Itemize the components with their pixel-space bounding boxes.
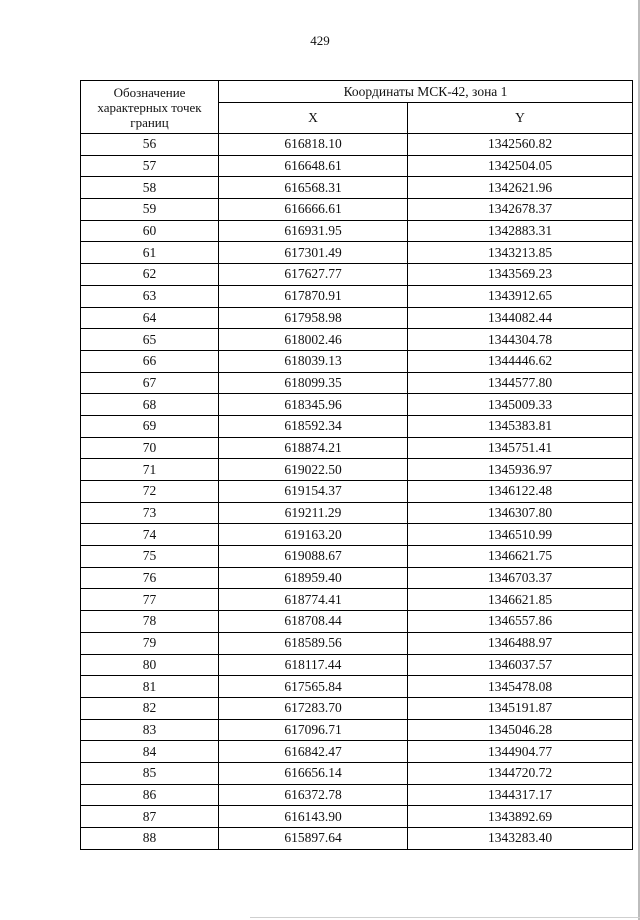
table-row bbox=[81, 806, 633, 828]
point-number-cell: 56 bbox=[81, 134, 219, 156]
y-coordinate-cell: 1345191.87 bbox=[408, 697, 633, 719]
point-number-cell: 84 bbox=[81, 741, 219, 763]
point-number-cell: 58 bbox=[81, 177, 219, 199]
y-coordinate-cell: 1344904.77 bbox=[408, 741, 633, 763]
table-row bbox=[81, 524, 633, 546]
point-number-cell: 67 bbox=[81, 372, 219, 394]
table-header bbox=[81, 81, 633, 134]
x-coordinate-cell: 618002.46 bbox=[219, 329, 408, 351]
point-number-cell: 65 bbox=[81, 329, 219, 351]
y-coordinate-cell: 1345751.41 bbox=[408, 437, 633, 459]
x-coordinate-cell: 617565.84 bbox=[219, 676, 408, 698]
x-coordinate-cell: 619088.67 bbox=[219, 546, 408, 568]
point-number-cell: 81 bbox=[81, 676, 219, 698]
table-row bbox=[81, 481, 633, 503]
table-body bbox=[81, 134, 633, 850]
y-coordinate-cell: 1342504.05 bbox=[408, 155, 633, 177]
point-number-cell: 72 bbox=[81, 481, 219, 503]
x-coordinate-cell: 619211.29 bbox=[219, 502, 408, 524]
point-number-cell: 70 bbox=[81, 437, 219, 459]
point-number-cell: 59 bbox=[81, 199, 219, 221]
table-row bbox=[81, 177, 633, 199]
point-number-cell: 68 bbox=[81, 394, 219, 416]
point-designation-header: Обозначение характерных точек границ bbox=[81, 81, 219, 134]
point-number-cell: 78 bbox=[81, 611, 219, 633]
x-coordinate-cell: 618589.56 bbox=[219, 632, 408, 654]
scan-bottom-line bbox=[250, 917, 640, 918]
point-number-cell: 64 bbox=[81, 307, 219, 329]
point-number-cell: 74 bbox=[81, 524, 219, 546]
x-coordinate-cell: 616931.95 bbox=[219, 220, 408, 242]
x-coordinate-cell: 618708.44 bbox=[219, 611, 408, 633]
table-row bbox=[81, 242, 633, 264]
x-coordinate-cell: 617301.49 bbox=[219, 242, 408, 264]
point-number-cell: 69 bbox=[81, 415, 219, 437]
x-coordinate-cell: 618117.44 bbox=[219, 654, 408, 676]
x-coordinate-cell: 617870.91 bbox=[219, 285, 408, 307]
y-coordinate-cell: 1344304.78 bbox=[408, 329, 633, 351]
point-number-cell: 82 bbox=[81, 697, 219, 719]
y-coordinate-cell: 1345046.28 bbox=[408, 719, 633, 741]
x-coordinate-cell: 616568.31 bbox=[219, 177, 408, 199]
x-coordinate-cell: 617958.98 bbox=[219, 307, 408, 329]
point-number-cell: 85 bbox=[81, 762, 219, 784]
x-coordinate-cell: 617627.77 bbox=[219, 264, 408, 286]
table-row bbox=[81, 502, 633, 524]
coordinates-system-header: Координаты МСК-42, зона 1 bbox=[219, 81, 633, 103]
table-row bbox=[81, 134, 633, 156]
table-row bbox=[81, 546, 633, 568]
y-coordinate-cell: 1342678.37 bbox=[408, 199, 633, 221]
point-number-cell: 83 bbox=[81, 719, 219, 741]
table-row bbox=[81, 329, 633, 351]
point-number-cell: 62 bbox=[81, 264, 219, 286]
point-number-cell: 73 bbox=[81, 502, 219, 524]
x-coordinate-cell: 616143.90 bbox=[219, 806, 408, 828]
x-coordinate-cell: 616842.47 bbox=[219, 741, 408, 763]
point-number-cell: 80 bbox=[81, 654, 219, 676]
x-coordinate-cell: 618345.96 bbox=[219, 394, 408, 416]
y-coordinate-cell: 1345009.33 bbox=[408, 394, 633, 416]
table-row bbox=[81, 394, 633, 416]
table-row bbox=[81, 264, 633, 286]
y-coordinate-cell: 1346307.80 bbox=[408, 502, 633, 524]
point-number-cell: 88 bbox=[81, 828, 219, 850]
y-coordinate-cell: 1345478.08 bbox=[408, 676, 633, 698]
x-coordinate-cell: 616648.61 bbox=[219, 155, 408, 177]
y-coordinate-cell: 1343283.40 bbox=[408, 828, 633, 850]
table-row bbox=[81, 611, 633, 633]
y-coordinate-cell: 1344577.80 bbox=[408, 372, 633, 394]
table-row bbox=[81, 589, 633, 611]
y-coordinate-cell: 1343569.23 bbox=[408, 264, 633, 286]
y-coordinate-cell: 1344082.44 bbox=[408, 307, 633, 329]
x-coordinate-cell: 616372.78 bbox=[219, 784, 408, 806]
table-row bbox=[81, 372, 633, 394]
table-row bbox=[81, 285, 633, 307]
y-coordinate-cell: 1343912.65 bbox=[408, 285, 633, 307]
table-row bbox=[81, 676, 633, 698]
y-coordinate-cell: 1342560.82 bbox=[408, 134, 633, 156]
x-coordinate-cell: 619154.37 bbox=[219, 481, 408, 503]
y-coordinate-cell: 1342883.31 bbox=[408, 220, 633, 242]
y-coordinate-cell: 1342621.96 bbox=[408, 177, 633, 199]
y-coordinate-cell: 1346510.99 bbox=[408, 524, 633, 546]
coordinates-table bbox=[80, 80, 633, 850]
x-coordinate-cell: 618874.21 bbox=[219, 437, 408, 459]
y-coordinate-cell: 1346037.57 bbox=[408, 654, 633, 676]
table-row bbox=[81, 307, 633, 329]
y-coordinate-cell: 1346122.48 bbox=[408, 481, 633, 503]
table-row bbox=[81, 437, 633, 459]
table-row bbox=[81, 155, 633, 177]
x-coordinate-cell: 616818.10 bbox=[219, 134, 408, 156]
point-number-cell: 75 bbox=[81, 546, 219, 568]
x-coordinate-cell: 618959.40 bbox=[219, 567, 408, 589]
point-number-cell: 63 bbox=[81, 285, 219, 307]
x-coordinate-cell: 616656.14 bbox=[219, 762, 408, 784]
y-coordinate-cell: 1344720.72 bbox=[408, 762, 633, 784]
table-row bbox=[81, 459, 633, 481]
x-coordinate-cell: 619163.20 bbox=[219, 524, 408, 546]
x-coordinate-cell: 618592.34 bbox=[219, 415, 408, 437]
table-row bbox=[81, 762, 633, 784]
x-coordinate-cell: 617096.71 bbox=[219, 719, 408, 741]
point-number-cell: 66 bbox=[81, 350, 219, 372]
y-coordinate-cell: 1346488.97 bbox=[408, 632, 633, 654]
table-row bbox=[81, 350, 633, 372]
y-column-header: Y bbox=[408, 103, 633, 134]
table-row bbox=[81, 719, 633, 741]
table-row bbox=[81, 415, 633, 437]
y-coordinate-cell: 1346621.85 bbox=[408, 589, 633, 611]
x-coordinate-cell: 618099.35 bbox=[219, 372, 408, 394]
table-row bbox=[81, 199, 633, 221]
y-coordinate-cell: 1346703.37 bbox=[408, 567, 633, 589]
x-coordinate-cell: 618039.13 bbox=[219, 350, 408, 372]
table-row bbox=[81, 567, 633, 589]
table-row bbox=[81, 654, 633, 676]
y-coordinate-cell: 1345936.97 bbox=[408, 459, 633, 481]
x-coordinate-cell: 617283.70 bbox=[219, 697, 408, 719]
x-column-header: X bbox=[219, 103, 408, 134]
y-coordinate-cell: 1344317.17 bbox=[408, 784, 633, 806]
point-number-cell: 71 bbox=[81, 459, 219, 481]
point-number-cell: 86 bbox=[81, 784, 219, 806]
y-coordinate-cell: 1346557.86 bbox=[408, 611, 633, 633]
point-number-cell: 77 bbox=[81, 589, 219, 611]
point-number-cell: 60 bbox=[81, 220, 219, 242]
table-row bbox=[81, 784, 633, 806]
y-coordinate-cell: 1346621.75 bbox=[408, 546, 633, 568]
point-number-cell: 79 bbox=[81, 632, 219, 654]
point-number-cell: 61 bbox=[81, 242, 219, 264]
page-number: 429 bbox=[310, 33, 330, 48]
point-number-cell: 76 bbox=[81, 567, 219, 589]
table-row bbox=[81, 220, 633, 242]
x-coordinate-cell: 619022.50 bbox=[219, 459, 408, 481]
x-coordinate-cell: 615897.64 bbox=[219, 828, 408, 850]
x-coordinate-cell: 618774.41 bbox=[219, 589, 408, 611]
point-number-cell: 87 bbox=[81, 806, 219, 828]
y-coordinate-cell: 1343213.85 bbox=[408, 242, 633, 264]
table-row bbox=[81, 828, 633, 850]
x-coordinate-cell: 616666.61 bbox=[219, 199, 408, 221]
table-row bbox=[81, 697, 633, 719]
table-row bbox=[81, 632, 633, 654]
y-coordinate-cell: 1345383.81 bbox=[408, 415, 633, 437]
y-coordinate-cell: 1343892.69 bbox=[408, 806, 633, 828]
table-row bbox=[81, 741, 633, 763]
y-coordinate-cell: 1344446.62 bbox=[408, 350, 633, 372]
point-number-cell: 57 bbox=[81, 155, 219, 177]
